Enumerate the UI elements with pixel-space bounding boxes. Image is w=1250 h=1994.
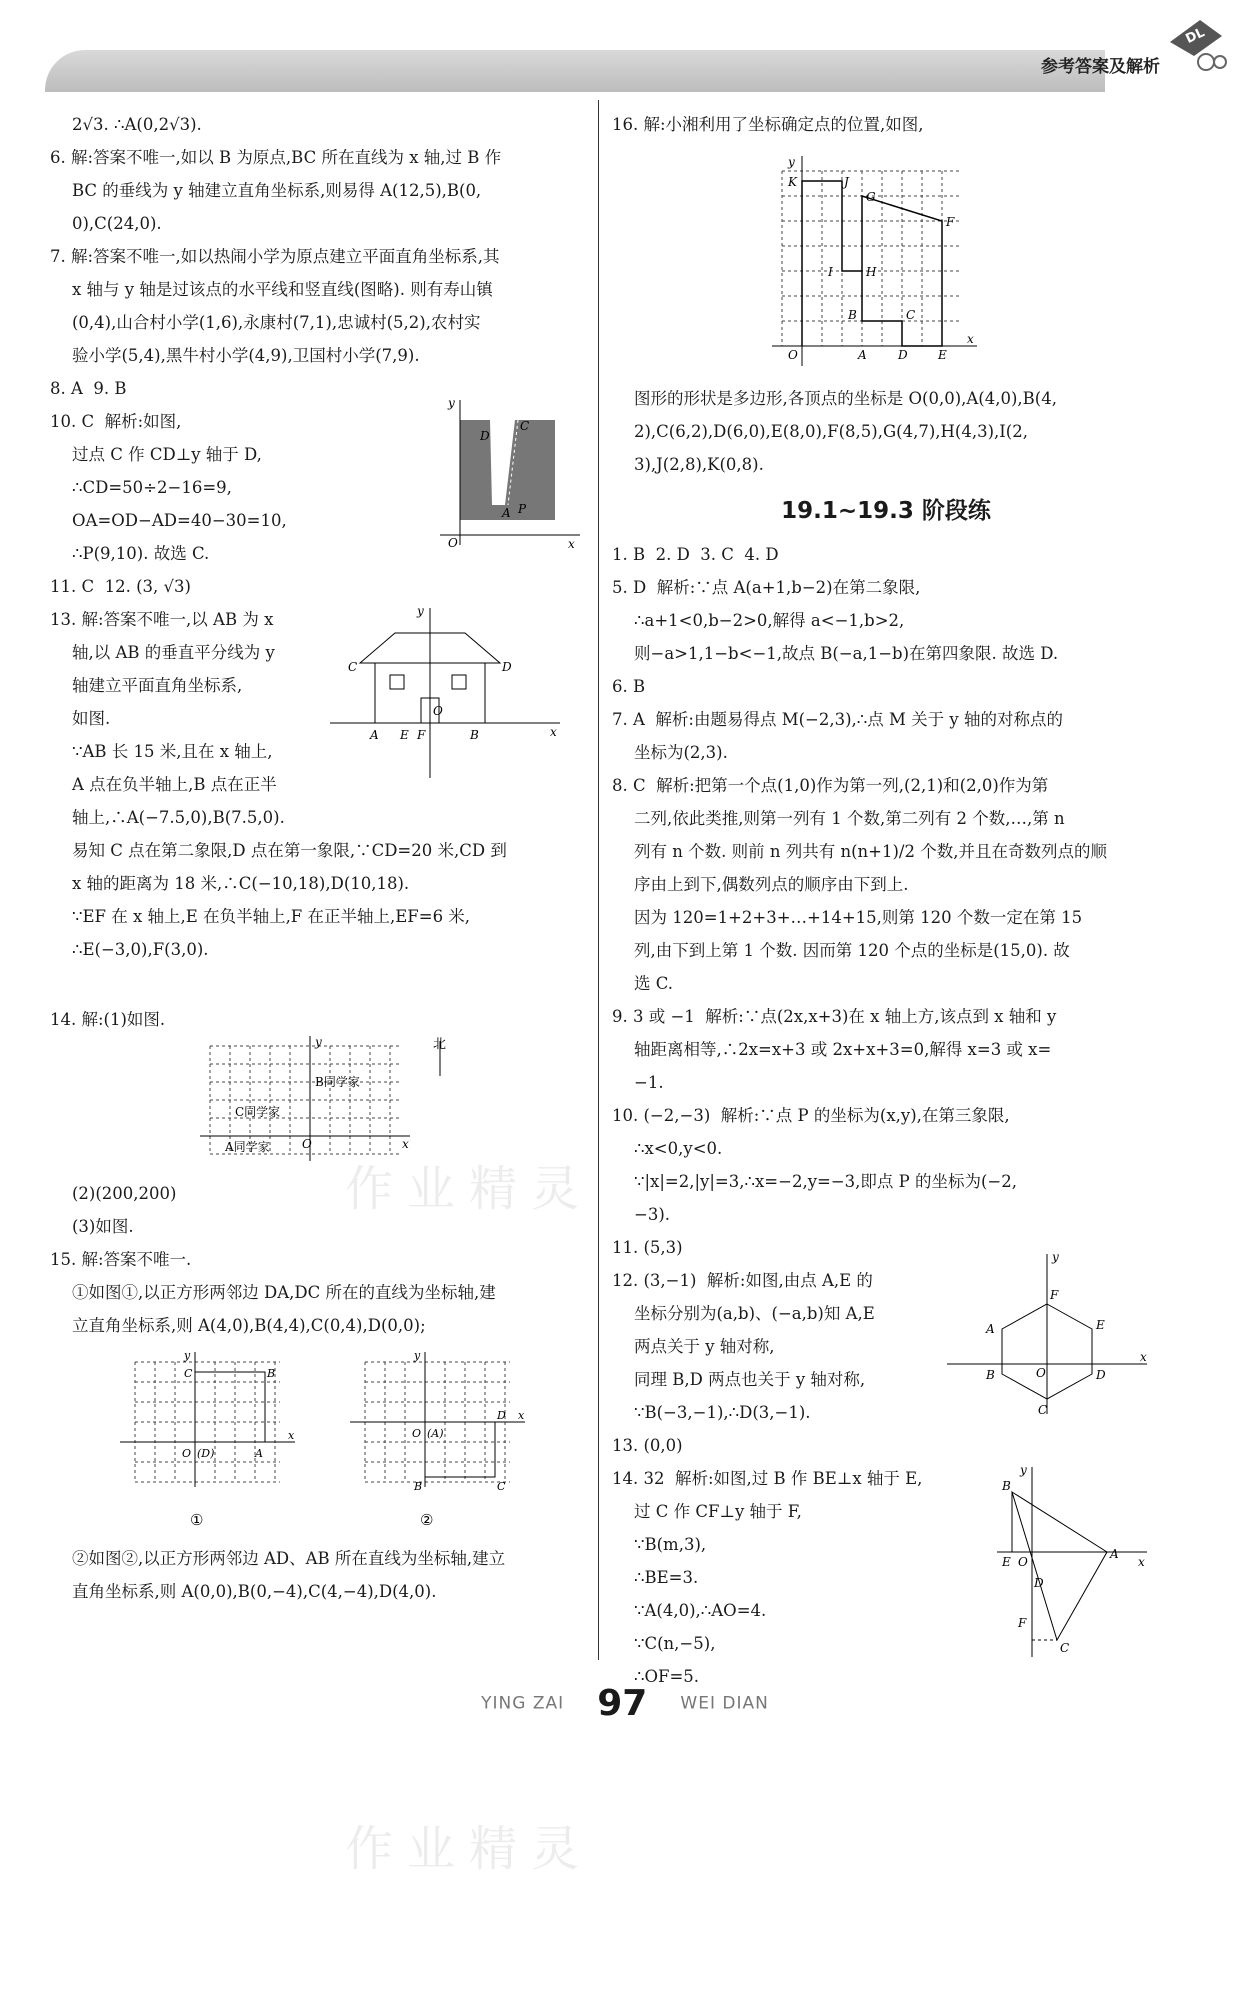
answer-line: 14. 32 解析:如图,过 B 作 BE⊥x 轴于 E, [612,1469,923,1488]
svg-text:y: y [788,155,795,169]
answer-line: ∵B(m,3), [634,1535,707,1554]
q14-grid-figure [200,1036,460,1166]
north-label: 北 [433,1037,447,1052]
q10-block [50,396,590,570]
answer-line: 列,由下到上第 1 个数. 因而第 120 个点的坐标是(15,0). 故 [634,941,1070,960]
svg-text:x: x [1140,1350,1147,1364]
svg-text:(D): (D) [197,1447,215,1460]
svg-text:x: x [568,537,575,551]
svg-text:O: O [433,704,443,718]
svg-text:C: C [348,660,358,674]
svg-text:O: O [1018,1555,1028,1569]
figure-1-caption: ① [190,1511,204,1529]
answer-line: 易知 C 点在第二象限,D 点在第一象限,∵CD=20 米,CD 到 [72,841,507,860]
answer-line: OA=OD−AD=40−30=10, [72,511,287,530]
q12-hexagon-figure [942,1249,1152,1419]
svg-text:O: O [182,1447,192,1460]
answer-line: ∵|x|=2,|y|=3,∴x=−2,y=−3,即点 P 的坐标为(−2, [634,1172,1018,1191]
answer-line: −3). [634,1205,671,1224]
svg-text:F: F [1018,1616,1027,1630]
svg-text:C: C [497,1480,506,1493]
svg-text:D: D [497,1409,506,1422]
answer-line: −1. [634,1073,664,1092]
publisher-logo-icon [1160,12,1230,82]
a-home-label: A同学家 [225,1140,270,1154]
answer-line: ∵B(−3,−1),∴D(3,−1). [634,1403,811,1422]
q15-figure-1 [120,1347,300,1537]
answer-line: 选 C. [634,974,674,993]
answer-line: ∴x<0,y<0. [634,1139,723,1158]
footer-right: WEI DIAN [680,1693,769,1714]
svg-text:D: D [898,348,908,362]
svg-text:y: y [184,1349,191,1362]
q13-house-figure [320,603,570,783]
svg-text:G: G [866,190,876,204]
footer-left: YING ZAI [481,1693,565,1714]
header-title: 参考答案及解析 [1041,57,1160,77]
svg-text:A: A [255,1447,263,1460]
answer-line: 同理 B,D 两点也关于 y 轴对称, [634,1370,866,1389]
left-column [50,108,590,1608]
answer-line: 2),C(6,2),D(6,0),E(8,0),F(8,5),G(4,7),H(4,3),I(2, [634,422,1028,441]
answer-line: ∴P(9,10). 故选 C. [72,544,210,563]
svg-text:E: E [938,348,947,362]
answer-line: 坐标为(2,3). [634,743,728,762]
answer-line: 1. B 2. D 3. C 4. D [612,545,779,564]
answer-line: ②如图②,以正方形两邻边 AD、AB 所在直线为坐标轴,建立 [72,1549,506,1568]
answer-line: 14. 解:(1)如图. [50,1010,166,1029]
answer-line: 轴上,∴A(−7.5,0),B(7.5,0). [72,808,285,827]
answer-line: 0),C(24,0). [72,214,162,233]
svg-text:O: O [302,1137,312,1151]
svg-text:y: y [417,604,424,618]
answer-line: x 轴的距离为 18 米,∴C(−10,18),D(10,18). [72,874,410,893]
answer-line: 列有 n 个数. 则前 n 列共有 n(n+1)/2 个数,并且在奇数列点的顺 [634,842,1107,861]
answer-line: ∴a+1<0,b−2>0,解得 a<−1,b>2, [634,611,905,630]
answer-line: 如图. [72,709,111,728]
svg-text:O: O [448,536,458,550]
watermark: 作业精灵 [345,1821,594,1877]
q16-polygon-figure [762,141,982,371]
answer-line: 8. A 9. B [50,379,127,398]
logo-text: DL [1183,25,1208,47]
svg-text:A: A [986,1322,995,1336]
svg-text:J: J [844,175,849,189]
q13-block [50,603,590,1003]
answer-line: 10. C 解析:如图, [50,412,182,431]
svg-text:x: x [1138,1555,1145,1569]
svg-text:I: I [828,265,833,279]
answer-line: 13. 解:答案不唯一,以 AB 为 x [50,610,274,629]
svg-text:y: y [414,1349,421,1362]
svg-text:(A): (A) [427,1427,444,1440]
b-home-label: B同学家 [315,1075,360,1089]
svg-text:x: x [518,1409,525,1422]
answer-line: 坐标分别为(a,b)、(−a,b)知 A,E [634,1304,875,1323]
svg-text:P: P [518,502,527,516]
svg-text:A: A [858,348,867,362]
svg-text:B: B [470,728,479,742]
answer-line: 轴,以 AB 的垂直平分线为 y [72,643,275,662]
svg-text:B: B [267,1367,276,1380]
answer-line: 序由上到下,偶数列点的顺序由下到上. [634,875,909,894]
answer-line: 7. A 解析:由题易得点 M(−2,3),∴点 M 关于 y 轴的对称点的 [612,710,1063,729]
q15-figure-2 [350,1347,530,1537]
svg-text:K: K [788,175,797,189]
svg-text:E: E [1096,1318,1105,1332]
answer-line: 8. C 解析:把第一个点(1,0)作为第一列,(2,1)和(2,0)作为第 [612,776,1049,795]
answer-line: 13. (0,0) [612,1436,683,1455]
svg-text:y: y [1052,1250,1059,1264]
answer-line: 7. 解:答案不唯一,如以热闹小学为原点建立平面直角坐标系,其 [50,247,500,266]
svg-text:O: O [412,1427,422,1440]
answer-line: 立直角坐标系,则 A(4,0),B(4,4),C(0,4),D(0,0); [72,1316,426,1335]
answer-line: (3)如图. [72,1217,134,1236]
answer-line: 11. (5,3) [612,1238,683,1257]
svg-text:x: x [402,1137,409,1151]
answer-line: 图形的形状是多边形,各顶点的坐标是 O(0,0),A(4,0),B(4, [634,389,1057,408]
answer-line: 6. B [612,677,646,696]
answer-line: A 点在负半轴上,B 点在正半 [72,775,277,794]
svg-text:C: C [906,308,916,322]
svg-text:D: D [480,429,490,443]
answer-line: ∴BE=3. [634,1568,699,1587]
svg-text:y: y [448,396,455,410]
answer-line: 12. (3,−1) 解析:如图,由点 A,E 的 [612,1271,873,1290]
answer-line: ∴OF=5. [634,1667,700,1686]
answer-line: 过 C 作 CF⊥y 轴于 F, [634,1502,802,1521]
answer-line: 轴距离相等,∴2x=x+3 或 2x+x+3=0,解得 x=3 或 x= [634,1040,1052,1059]
header-banner [45,50,1105,92]
figure-2-caption: ② [420,1511,434,1529]
svg-text:C: C [520,419,530,433]
q14-block [612,1462,1160,1686]
answer-line: x 轴与 y 轴是过该点的水平线和竖直线(图略). 则有寿山镇 [72,280,493,299]
answer-line: 10. (−2,−3) 解析:∵点 P 的坐标为(x,y),在第三象限, [612,1106,1010,1125]
q14-triangle-figure [992,1462,1152,1662]
svg-text:D: D [502,660,512,674]
answer-line: 验小学(5,4),黑牛村小学(4,9),卫国村小学(7,9). [72,346,420,365]
svg-text:B: B [986,1368,995,1382]
answer-line: ∵EF 在 x 轴上,E 在负半轴上,F 在正半轴上,EF=6 米, [72,907,471,926]
svg-text:C: C [1060,1641,1070,1655]
answer-line: ∵C(n,−5), [634,1634,716,1653]
svg-text:H: H [866,265,877,279]
svg-text:E: E [400,728,409,742]
svg-text:x: x [967,332,974,346]
svg-text:A: A [370,728,379,742]
svg-text:E: E [1002,1555,1011,1569]
answer-line: (0,4),山合村小学(1,6),永康村(7,1),忠诚村(5,2),农村实 [72,313,481,332]
answer-line: ∴CD=50÷2−16=9, [72,478,232,497]
q12-block [612,1250,1160,1429]
answer-line: 6. 解:答案不唯一,如以 B 为原点,BC 所在直线为 x 轴,过 B 作 [50,148,502,167]
answer-line: ∵AB 长 15 米,且在 x 轴上, [72,742,273,761]
svg-text:C: C [1038,1403,1048,1417]
answer-line: 过点 C 作 CD⊥y 轴于 D, [72,445,262,464]
q10-figure [430,395,590,555]
answer-line: 11. C 12. (3, √3) [50,577,191,596]
svg-text:O: O [788,348,798,362]
svg-text:B: B [414,1480,423,1493]
answer-line: 3),J(2,8),K(0,8). [634,455,764,474]
answer-line: 直角坐标系,则 A(0,0),B(0,−4),C(4,−4),D(4,0). [72,1582,437,1601]
watermark: 作业精灵 [345,1161,594,1217]
answer-line: 5. D 解析:∵点 A(a+1,b−2)在第二象限, [612,578,921,597]
answer-line: 15. 解:答案不唯一. [50,1250,192,1269]
answer-line: 则−a>1,1−b<−1,故点 B(−a,1−b)在第四象限. 故选 D. [634,644,1059,663]
answer-line: 因为 120=1+2+3+…+14+15,则第 120 个数一定在第 15 [634,908,1083,927]
answer-line: 2√3. ∴A(0,2√3). [72,115,202,134]
svg-text:x: x [550,725,557,739]
svg-text:F: F [1050,1288,1059,1302]
svg-text:F: F [417,728,426,742]
footer [0,1683,1250,1724]
page-number: 97 [597,1683,648,1724]
section-title: 19.1~19.3 阶段练 [781,498,991,524]
svg-text:F: F [946,215,955,229]
answer-line: BC 的垂线为 y 轴建立直角坐标系,则易得 A(12,5),B(0, [72,181,482,200]
answer-line: 两点关于 y 轴对称, [634,1337,775,1356]
svg-text:O: O [1036,1366,1046,1380]
answer-line: (2)(200,200) [72,1184,177,1203]
answer-line: 二列,依此类推,则第一列有 1 个数,第二列有 2 个数,…,第 n [634,809,1065,828]
answer-line: ①如图①,以正方形两邻边 DA,DC 所在的直线为坐标轴,建 [72,1283,496,1302]
svg-text:A: A [502,506,511,520]
svg-text:B: B [1002,1479,1011,1493]
c-home-label: C同学家 [235,1105,281,1119]
answer-line: ∵A(4,0),∴AO=4. [634,1601,767,1620]
svg-text:D: D [1034,1576,1044,1590]
answer-line: 9. 3 或 −1 解析:∵点(2x,x+3)在 x 轴上方,该点到 x 轴和 y [612,1007,1057,1026]
right-column [612,108,1160,1686]
svg-text:y: y [1020,1463,1027,1477]
svg-text:y: y [315,1036,322,1049]
answer-line: ∴E(−3,0),F(3,0). [72,940,209,959]
column-divider [598,100,599,1660]
svg-text:A: A [1110,1547,1119,1561]
svg-text:B: B [848,308,857,322]
svg-text:x: x [288,1429,295,1442]
answer-line: 16. 解:小湘利用了坐标确定点的位置,如图, [612,115,924,134]
q15-figures [50,1342,590,1542]
answer-line: 轴建立平面直角坐标系, [72,676,243,695]
svg-text:C: C [184,1367,193,1380]
svg-text:D: D [1096,1368,1106,1382]
